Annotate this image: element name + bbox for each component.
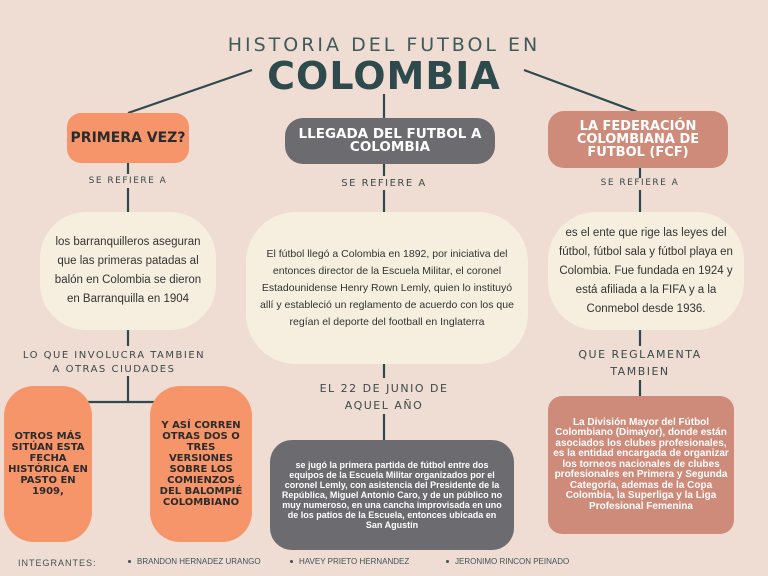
description-box bbox=[246, 212, 528, 364]
bullet-icon bbox=[290, 560, 293, 563]
connector-label: EL 22 DE JUNIO DE AQUEL AÑO bbox=[319, 382, 449, 412]
member-name: BRANDON HERNADEZ URANGO bbox=[137, 557, 261, 566]
title-line-1: HISTORIA DEL FUTBOL EN bbox=[227, 34, 541, 56]
bullet-icon bbox=[446, 560, 449, 563]
connector-label: QUE REGLAMENTA TAMBIEN bbox=[578, 348, 702, 378]
sub-bubble bbox=[548, 396, 734, 534]
member-item bbox=[128, 557, 261, 566]
member-item bbox=[290, 557, 409, 566]
connector-label: SE REFIERE A bbox=[88, 176, 168, 186]
description-text: El fútbol llegó a Colombia en 1892, por iniciativa del entonces director de la Escuela Militar, el coronel Estadounidense Henry Rown Lemly, quien lo instituyó allí y estableció un reglamento de acuerdo con los que regían el deporte del football en Inglaterra bbox=[260, 247, 514, 328]
description-text: los barranquilleros aseguran que las primeras patadas al balón en Colombia se dieron en Barranquilla en 1904 bbox=[54, 236, 202, 305]
description-box bbox=[548, 212, 744, 330]
connector-label: SE REFIERE A bbox=[600, 178, 680, 188]
sub-bubble-text: se jugó la primera partida de fútbol entre dos equipos de la Escuela Militar organizados por el coronel Lemly, con asistencia del Presidente de la República, Miguel Antonio Caro, y de un público no muy numeroso, en una cancha improvisada en uno de los patios de la Escuela, entonces ubicada en San Agustín bbox=[281, 460, 503, 530]
connector-label: LO QUE INVOLUCRA TAMBIEN A OTRAS CIUDADES bbox=[22, 350, 206, 375]
member-name: JERONIMO RINCON PEINADO bbox=[455, 557, 570, 566]
sub-bubble-text: Y ASÍ CORREN OTRAS DOS O TRES VERSIONES SOBRE LOS COMIENZOS DEL BALOMPIÉ COLOMBIANO bbox=[159, 420, 243, 508]
sub-bubble bbox=[270, 440, 514, 550]
branch-heading-primera-vez: PRIMERA VEZ? bbox=[67, 113, 189, 163]
description-text: es el ente que rige las leyes del fútbol, fútbol sala y fútbol playa en Colombia. Fue fundada en 1924 y está afiliada a la FIFA y a la Conmebol desde 1936. bbox=[559, 226, 733, 315]
connector-label: SE REFIERE A bbox=[341, 178, 427, 189]
sub-bubble-text: La División Mayor del Fútbol Colombiano (Dimayor), donde están asociados los clubes profesionales, es la entidad encargada de organizar los torneos nacionales de clubes profesionales en Primera y Segunda Categoría, ademas de la Copa Colombia, la Superliga y la Liga Profesional Femenina bbox=[553, 416, 729, 512]
branch-heading-llegada: LLEGADA DEL FUTBOL A COLOMBIA bbox=[285, 118, 495, 164]
member-item bbox=[446, 557, 569, 566]
member-name: HAVEY PRIETO HERNANDEZ bbox=[299, 557, 410, 566]
branch-heading-fcf: LA FEDERACIÓN COLOMBIANA DE FUTBOL (FCF) bbox=[548, 111, 728, 168]
sub-bubble-right bbox=[150, 386, 252, 542]
description-box bbox=[40, 212, 216, 330]
footer-label: INTEGRANTES: bbox=[18, 558, 97, 568]
sub-bubble-text: OTROS MÁS SITÚAN ESTA FECHA HISTÓRICA EN PASTO EN 1909, bbox=[8, 431, 88, 497]
bullet-icon bbox=[128, 560, 131, 563]
sub-bubble-left bbox=[4, 386, 92, 542]
page-title: COLOMBIA bbox=[267, 54, 501, 98]
